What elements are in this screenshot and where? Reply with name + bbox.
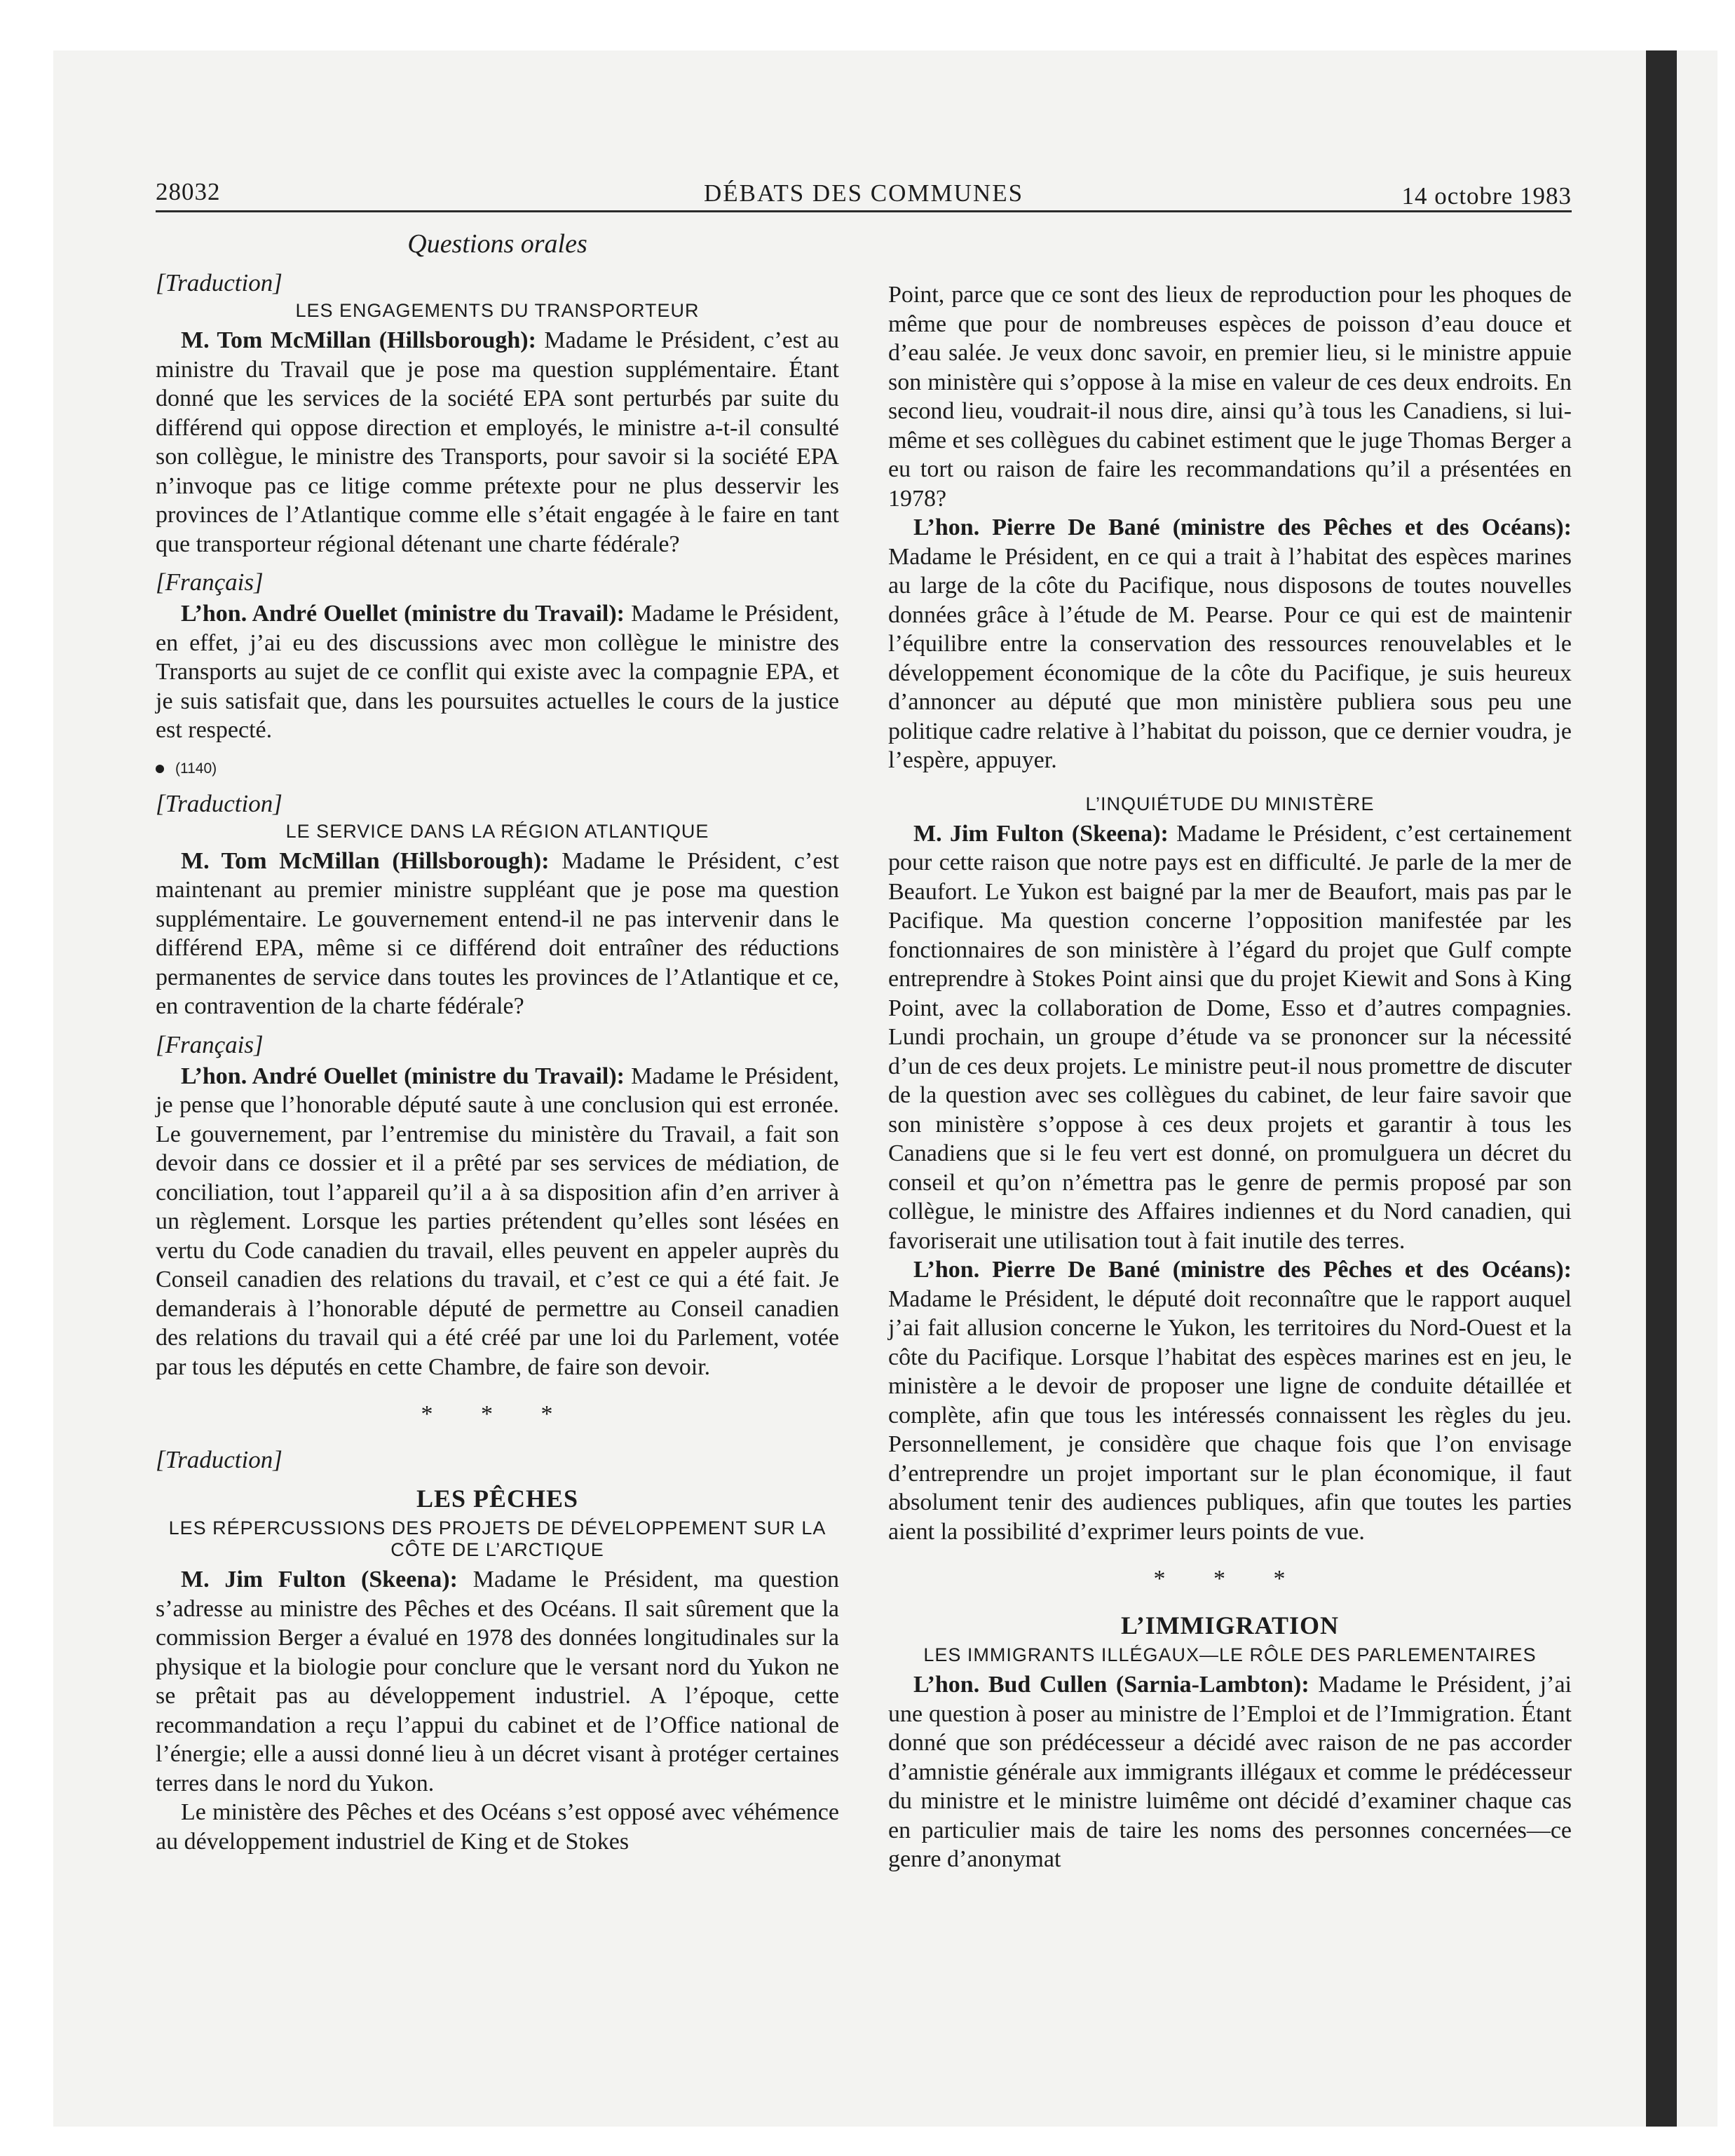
translation-marker: [Traduction] — [156, 1446, 283, 1473]
speaker-name: L’hon. André Ouellet (ministre du Travail): — [181, 601, 625, 627]
page-date: 14 octobre 1983 — [1401, 182, 1572, 210]
speaker-name: L’hon. Pierre De Bané (ministre des Pêches et des Océans): — [913, 1257, 1572, 1283]
subheading: L’INQUIÉTUDE DU MINISTÈRE — [1085, 793, 1375, 814]
major-heading: LES PÊCHES — [416, 1485, 579, 1513]
paragraph: Le ministère des Pêches et des Océans s’est opposé avec véhémence au développement industriel de King et de Stokes — [156, 1799, 839, 1855]
paragraph — [156, 326, 839, 559]
translation-marker: [Traduction] — [156, 789, 283, 817]
section-separator: * * * — [421, 1401, 574, 1427]
paragraph — [156, 1565, 839, 1798]
paragraph — [888, 513, 1572, 775]
paragraph — [888, 819, 1572, 1256]
speaker-name: L’hon. Pierre De Bané (ministre des Pêches et des Océans): — [913, 514, 1572, 540]
major-heading: L’IMMIGRATION — [1120, 1611, 1340, 1639]
right-column — [888, 280, 1572, 1874]
page-number: 28032 — [156, 178, 221, 205]
paragraph — [888, 1255, 1572, 1546]
bullet-icon — [156, 765, 164, 773]
speaker-name: M. Tom McMillan (Hillsborough): — [181, 327, 536, 353]
hansard-page — [156, 174, 1572, 2108]
paragraph — [888, 1670, 1572, 1874]
timestamp — [156, 760, 839, 777]
left-column — [156, 223, 839, 1856]
speech-text: Madame le Président, je pense que l’honorable député saute à une conclusion qui est erronée. Le gouvernement, par l’entremise du ministère du Travail, a fait son devoir dans ce dossier et il a prêté par ses services de médiation, de conciliation, tout l’appareil qu’il a à sa disposition afin d’en arriver à un règlement. Lorsque les parties prétendent qu’elles sont lésées en vertu du Code canadien du travail, elles peuvent en appeler auprès du Conseil canadien des relations du travail, et c’est ce qui a été fait. Je demanderais à l’honorable député de permettre au Conseil canadien des relations du travail qui a été créé par une loi du Parlement, votée par tous les députés en cette Chambre, de faire son devoir. — [156, 1063, 839, 1380]
translation-marker: [Traduction] — [156, 269, 283, 296]
subheading: LE SERVICE DANS LA RÉGION ATLANTIQUE — [285, 820, 709, 842]
speech-text: Madame le Président, c’est au ministre du Travail que je pose ma question supplémentaire. Étant donné que les services de la société EPA sont perturbés par suite du différend qui oppose direction et employés, le ministre a-t-il consulté son collègue, le ministre des Transports, pour savoir si la société EPA n’invoque pas ce litige comme prétexte pour ne plus desservir les provinces de l’Atlantique comme elle s’était engagée à le faire en tant que transporteur régional détenant une charte fédérale? — [156, 327, 839, 557]
speech-text: Madame le Président, ma question s’adresse au ministre des Pêches et des Océans. Il sait sûrement que la commission Berger a évalué en 1978 des données longitudinales sur la physique et la biologie pour conclure que le versant nord du Yukon ne se prêtait pas au développement industriel. A l’époque, cette recommandation a reçu l’appui du cabinet et de l’Office national de l’énergie; elle a aussi donné lieu à un décret visant à protéger certaines terres dans le nord du Yukon. — [156, 1567, 839, 1796]
running-header — [156, 174, 1572, 212]
paragraph — [156, 1062, 839, 1382]
speech-text: Madame le Président, j’ai une question à poser au ministre de l’Emploi et de l’Immigration. Étant donné que son prédécesseur a décidé avec raison de ne pas accorder d’amnistie générale aux immigrants illégaux et comme le prédécesseur du ministre et le ministre luimême ont décidé d’examiner chaque cas en particulier mais de taire les noms des personnes concernées—ce genre d’anonymat — [888, 1672, 1572, 1872]
scan-edge-shadow — [1646, 50, 1677, 2127]
speech-text: Madame le Président, c’est maintenant au premier ministre suppléant que je pose ma question supplémentaire. Le gouvernement entend-il ne pas intervenir dans le différend EPA, même si ce différend doit entraîner des réductions permanentes de service dans toutes les provinces de l’Atlantique et ce, en contravention de la charte fédérale? — [156, 847, 839, 1019]
speech-text: Madame le Président, le député doit reconnaître que le rapport auquel j’ai fait allusion concerne le Yukon, les territoires du Nord-Ouest et la côte du Pacifique. Lorsque l’habitat des espèces marines est en jeu, le ministère a le devoir de proposer une ligne de conduite détaillée et complète, afin que tous les intéressés connaissent les règles du jeu. Personnellement, je considère que chaque fois que l’on envisage d’entreprendre un projet important sur le plan économique, il faut absolument tenir des audiences publiques, afin que toutes les parties aient la possibilité d’exprimer leurs points de vue. — [888, 1285, 1572, 1545]
paragraph: Point, parce que ce sont des lieux de reproduction pour les phoques de même que pour de nombreuses espèces de poisson d’eau douce et d’eau salée. Je veux donc savoir, en premier lieu, si le ministre appuie son ministère qui s’oppose à la mise en valeur de ces deux endroits. En second lieu, voudrait-il nous dire, ainsi qu’à tous les Canadiens, si lui-même et ses collègues du cabinet estiment que le juge Thomas Berger a eu tort ou raison de faire les recommandations qu’il a présentées en 1978? — [888, 282, 1572, 512]
language-marker: [Français] — [156, 1030, 264, 1058]
language-marker: [Français] — [156, 568, 264, 596]
paragraph — [156, 599, 839, 745]
timestamp-text: (1140) — [175, 760, 217, 777]
speaker-name: M. Jim Fulton (Skeena): — [181, 1567, 458, 1592]
subheading: LES RÉPERCUSSIONS DES PROJETS DE DÉVELOPPEMENT SUR LA CÔTE DE L’ARCTIQUE — [168, 1517, 826, 1560]
paragraph — [156, 847, 839, 1021]
speech-text: Madame le Président, en effet, j’ai eu des discussions avec mon collègue le ministre des Transports au sujet de ce conflit qui existe avec la compagnie EPA, et je suis satisfait que, dans les poursuites actuelles le cours de la justice est respecté. — [156, 601, 839, 743]
subheading: LES ENGAGEMENTS DU TRANSPORTEUR — [295, 300, 700, 321]
speech-text: Madame le Président, en ce qui a trait à l’habitat des espèces marines au large de la côte du Pacifique, nous disposons de toutes nouvelles données grâce à l’étude de M. Pearse. Pour ce qui est de maintenir l’équilibre entre la conservation des ressources renouvelables et le développement économique de la côte du Pacifique, je suis heureux d’annoncer au député que mon ministère publiera sous peu une politique cadre relative à l’habitat du poisson, que ce dernier voudra, je l’espère, appuyer. — [888, 543, 1572, 773]
section-title: Questions orales — [407, 229, 587, 259]
speech-text: Madame le Président, c’est certainement pour cette raison que notre pays est en difficulté. Je parle de la mer de Beaufort. Le Yukon est baigné par la mer de Beaufort, mais pas par le Pacifique. Ma question concerne l’opposition manifestée par les fonctionnaires de son ministère à l’égard du projet que Gulf compte entreprendre à Stokes Point ainsi que du projet Kiewit and Sons à King Point, avec la collaboration de Dome, Esso et d’autres compagnies. Lundi prochain, un groupe d’étude va se prononcer sur la nécessité d’un de ces deux projets. Le ministre peut-il nous promettre de discuter de la question avec ses collègues du cabinet, de leur faire savoir que son ministère s’oppose à ces deux projets et garantir à tous les Canadiens que si le feu vert est donné, on promulguera un décret du conseil et qu’on n’émettra pas le genre de permis proposé par son collègue, le ministre des Affaires indiennes et du Nord canadien, qui favoriserait une utilisation tout à fait inutile des terres. — [888, 820, 1572, 1254]
speaker-name: L’hon. André Ouellet (ministre du Travail): — [181, 1063, 625, 1089]
section-separator: * * * — [1153, 1566, 1307, 1592]
speaker-name: L’hon. Bud Cullen (Sarnia-Lambton): — [913, 1672, 1309, 1698]
speaker-name: M. Tom McMillan (Hillsborough): — [181, 847, 550, 874]
subheading: LES IMMIGRANTS ILLÉGAUX—LE RÔLE DES PARLEMENTAIRES — [923, 1644, 1537, 1665]
speaker-name: M. Jim Fulton (Skeena): — [913, 820, 1169, 847]
publication-title: DÉBATS DES COMMUNES — [703, 179, 1024, 207]
